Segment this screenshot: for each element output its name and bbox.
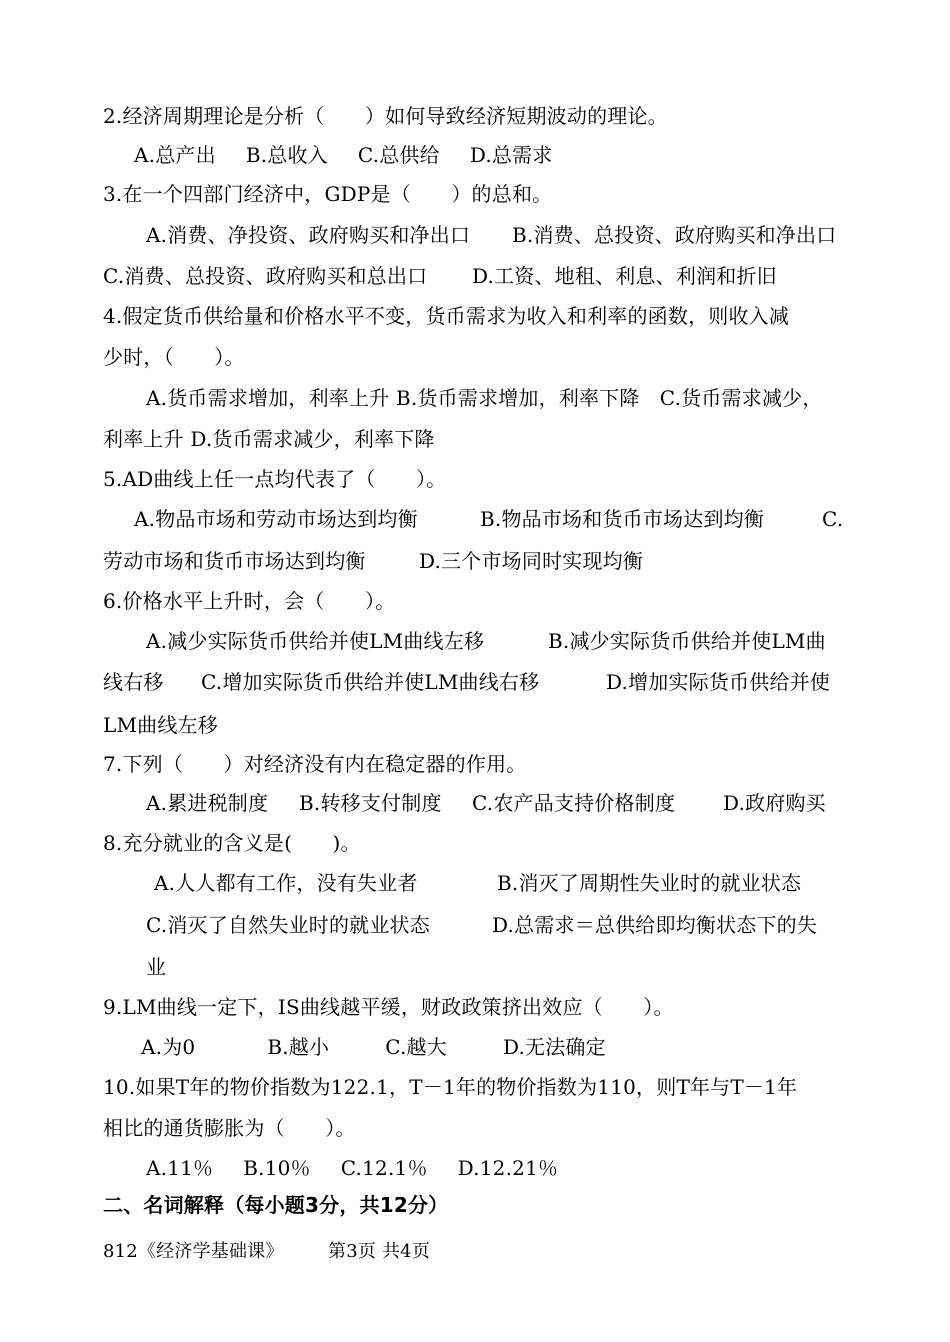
q10-option-a: A.11％ — [146, 1156, 214, 1180]
q9-stem: 9.LM曲线一定下，IS曲线越平缓，财政政策挤出效应（ ）。 — [103, 995, 674, 1019]
q6-option-d-head: D.增加实际货币供给并使 — [606, 670, 831, 694]
q7-option-c: C.农产品支持价格制度 — [472, 791, 676, 815]
q3-option-c: C.消费、总投资、政府购买和总出口 — [103, 264, 428, 288]
q6-option-b-tail: 线右移 — [103, 670, 164, 694]
q9-options — [141, 1033, 606, 1061]
q2-option-d: D.总需求 — [469, 143, 553, 167]
q10-stem-line1: 10.如果T年的物价指数为122.1，T－1年的物价指数为110，则T年与T－1年 — [103, 1075, 798, 1099]
q7-option-a: A.累进税制度 — [146, 791, 269, 815]
q9-option-d: D.无法确定 — [502, 1035, 606, 1059]
q3-stem: 3.在一个四部门经济中，GDP是（ ）的总和。 — [103, 182, 553, 206]
q7-option-b: B.转移支付制度 — [299, 791, 442, 815]
q10-stem-line2: 相比的通货膨胀为（ ）。 — [103, 1116, 356, 1140]
footer-page-number: 第3页 共4页 — [328, 1241, 431, 1262]
q5-option-d: D.三个市场同时实现均衡 — [419, 549, 644, 573]
q4-stem-line1: 4.假定货币供给量和价格水平不变，货币需求为收入和利率的函数，则收入减 — [103, 304, 790, 328]
q8-stem: 8.充分就业的含义是( )。 — [103, 831, 361, 855]
q10-options — [146, 1154, 558, 1182]
q7-option-d: D.政府购买 — [723, 791, 826, 815]
q10-option-c: C.12.1％ — [340, 1156, 428, 1180]
q10-option-d: D.12.21％ — [457, 1156, 559, 1180]
q3-option-b: B.消费、总投资、政府购买和净出口 — [512, 223, 837, 247]
section-two-heading: 二、名词解释（每小题3分，共12分） — [103, 1193, 449, 1217]
q5-option-c-head: C. — [822, 507, 844, 531]
q8-option-d-tail: 业 — [146, 955, 167, 979]
q8-option-d-head: D.总需求＝总供给即均衡状态下的失 — [492, 913, 818, 937]
q2-option-b: B.总收入 — [245, 143, 328, 167]
q6-option-b-head: B.减少实际货币供给并使LM曲 — [548, 629, 826, 653]
q2-stem: 2.经济周期理论是分析（ ）如何导致经济短期波动的理论。 — [103, 104, 668, 128]
q5-option-a: A.物品市场和劳动市场达到均衡 — [134, 507, 418, 531]
q8-option-b: B.消灭了周期性失业时的就业状态 — [497, 871, 802, 895]
q8-option-a: A.人人都有工作，没有失业者 — [154, 871, 418, 895]
q6-stem: 6.价格水平上升时，会（ ）。 — [103, 589, 396, 613]
q9-option-b: B.越小 — [267, 1035, 330, 1059]
q6-option-c: C.增加实际货币供给并使LM曲线右移 — [201, 670, 540, 694]
q9-option-c: C.越大 — [385, 1035, 447, 1059]
q7-stem: 7.下列（ ）对经济没有内在稳定器的作用。 — [103, 752, 527, 776]
q4-stem-line2: 少时，（ ）。 — [103, 345, 245, 369]
q2-option-c: C.总供给 — [357, 143, 440, 167]
q8-option-c: C.消灭了自然失业时的就业状态 — [146, 913, 430, 937]
q6-option-a: A.减少实际货币供给并使LM曲线左移 — [146, 629, 485, 653]
q3-option-a: A.消费、净投资、政府购买和净出口 — [146, 223, 471, 247]
q6-option-d-tail: LM曲线左移 — [103, 713, 218, 737]
q5-option-b: B.物品市场和货币市场达到均衡 — [480, 507, 765, 531]
q10-option-b: B.10％ — [243, 1156, 311, 1180]
q3-option-d: D.工资、地租、利息、利润和折旧 — [472, 264, 777, 288]
q2-options — [134, 141, 553, 169]
footer-course: 812《经济学基础课》 — [103, 1241, 284, 1262]
q4-options-line2: 利率上升 D.货币需求减少，利率下降 — [103, 427, 435, 451]
q5-stem: 5.AD曲线上任一点均代表了（ ）。 — [103, 467, 447, 491]
q5-option-c-tail: 劳动市场和货币市场达到均衡 — [103, 549, 366, 573]
q4-options-line1: A.货币需求增加，利率上升 B.货币需求增加，利率下降 C.货币需求减少， — [146, 386, 823, 410]
q9-option-a: A.为0 — [141, 1035, 196, 1059]
q2-option-a: A.总产出 — [134, 143, 216, 167]
